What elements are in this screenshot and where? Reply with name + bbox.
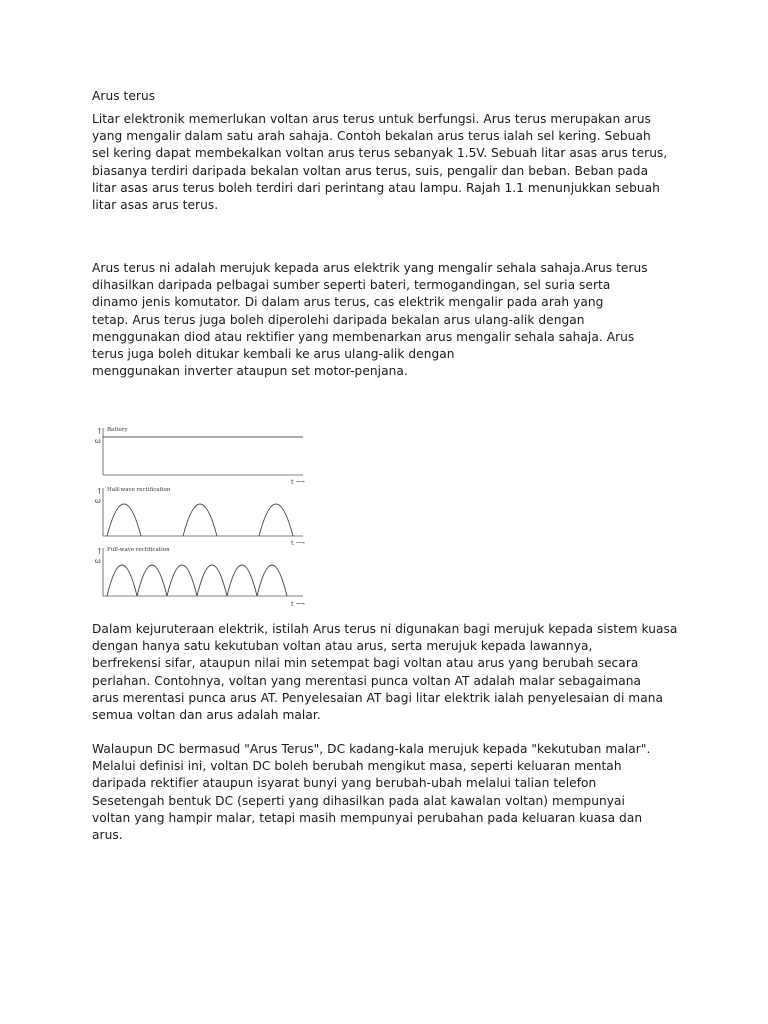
panel-x-label: t ⟶ — [291, 478, 305, 486]
half-wave-signal — [107, 504, 293, 536]
section-heading: Arus terus — [92, 89, 156, 103]
panel-title: Half-wave rectification — [107, 487, 171, 493]
panel-arrow: ↑ — [96, 427, 103, 436]
panel-battery — [95, 427, 306, 486]
full-wave-signal — [107, 565, 287, 596]
panel-title: Full-wave rectification — [107, 547, 170, 553]
panel-x-label: t ⟶ — [291, 539, 305, 547]
panel-arrow: ↑ — [96, 487, 103, 496]
paragraph-intro: Litar elektronik memerlukan voltan arus terus untuk berfungsi. Arus terus merupakan arus yang mengalir dalam satu arah sahaja. Contoh bekalan arus terus ialah sel kering. Sebuah sel kering dapat membekalkan voltan arus terus sebanyak 1.5V. Sebuah litar asas arus terus, biasanya terdiri daripada bekalan voltan arus terus, suis, pengalir dan beban. Beban pada litar asas arus terus boleh terdiri dari perintang atau lampu. Rajah 1.1 menunjukkan sebuah litar asas arus terus. — [92, 112, 668, 213]
paragraph-dc-meaning: Walaupun DC bermasud "Arus Terus", DC kadang-kala merujuk kepada "kekutuban malar". Melalui definisi ini, voltan DC boleh berubah mengikut masa, seperti keluaran mentah daripada rektifier ataupun isyarat bunyi yang berubah-ubah melalui talian telefon Sesetengah bentuk DC (seperti yang dihasilkan pada alat kawalan voltan) mempunyai voltan yang hampir malar, tetapi masih mempunyai perubahan pada keluaran kuasa dan arus. — [92, 742, 651, 843]
waveform-figure — [88, 420, 318, 610]
panel-half-wave — [95, 487, 306, 547]
panel-full-wave — [95, 547, 306, 608]
paragraph-definition: Arus terus ni adalah merujuk kepada arus elektrik yang mengalir sehala sahaja.Arus terus dihasilkan daripada pelbagai sumber seperti bateri, termogandingan, sel suria serta dinamo jenis komutator. Di dalam arus terus, cas elektrik mengalir pada arah yang tetap. Arus terus juga boleh diperolehi daripada bekalan arus ulang-alik dengan menggunakan diod atau rektifier yang membenarkan arus mengalir sehala sahaja. Arus terus juga boleh ditukar kembali ke arus ulang-alik dengan menggunakan inverter ataupun set motor-penjana. — [92, 261, 648, 379]
paragraph-engineering: Dalam kejuruteraan elektrik, istilah Arus terus ni digunakan bagi merujuk kepada sistem kuasa dengan hanya satu kekutuban voltan atau arus, serta merujuk kepada lawannya, berfrekensi sifar, ataupun nilai min setempat bagi voltan atau arus yang berubah secara perlahan. Contohnya, voltan yang merentasi punca voltan AT adalah malar sebagaimana arus merentasi punca arus AT. Penyelesaian AT bagi litar elektrik ialah penyelesaian di mana semua voltan dan arus adalah malar. — [92, 622, 678, 723]
panel-title: Battery — [107, 427, 128, 433]
panel-x-label: t ⟶ — [291, 600, 305, 608]
panel-y-label: ω — [95, 497, 101, 505]
panel-y-label: ω — [95, 557, 101, 565]
panel-y-label: ω — [95, 437, 101, 445]
panel-arrow: ↑ — [96, 547, 103, 556]
